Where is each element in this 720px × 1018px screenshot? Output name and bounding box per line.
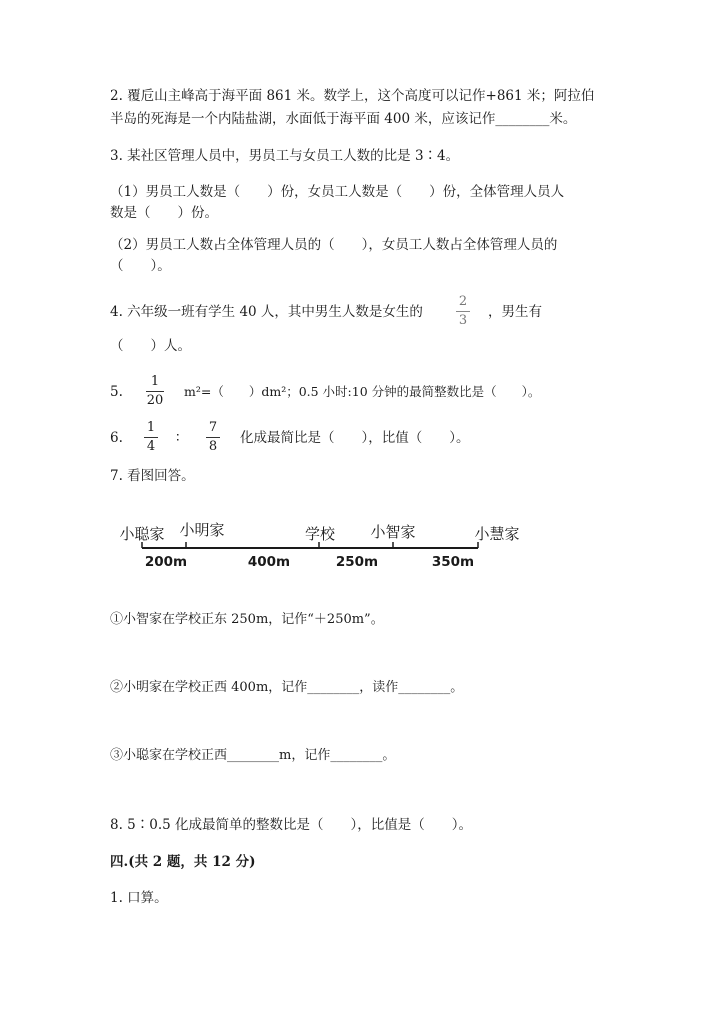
- q6-text: 化成最简比是（ ），比值（ ）。: [240, 430, 470, 446]
- place-label-xiaohui: 小慧家: [474, 525, 520, 543]
- q7-sub-3: ③小聪家在学校正西________m，记作________。: [110, 748, 396, 763]
- q6-fraction-1-numerator: 1: [146, 420, 156, 435]
- distance-label-3: 250m: [335, 554, 379, 570]
- q5-text: m²=（ ）dm²；0.5 小时:10 分钟的最简整数比是（ ）。: [184, 384, 541, 399]
- q6-colon: ∶: [176, 430, 180, 446]
- q3-part1-line-1: （1）男员工人数是（ ）份，女员工人数是（ ）份，全体管理人员人: [110, 184, 565, 200]
- place-label-school: 学校: [304, 525, 336, 543]
- q3-part2-line-1: （2）男员工人数占全体管理人员的（ ），女员工人数占全体管理人员的: [110, 237, 558, 253]
- q5-fraction-numerator: 1: [150, 374, 160, 389]
- place-label-xiaozhi: 小智家: [370, 523, 416, 541]
- q5-fraction-denominator: 20: [146, 393, 164, 408]
- q8-text: 8. 5∶0.5 化成最简单的整数比是（ ），比值是（ ）。: [110, 817, 473, 833]
- q4-text-a: 4. 六年级一班有学生 40 人，其中男生人数是女生的: [110, 304, 423, 320]
- q6-fraction-2-numerator: 7: [208, 420, 218, 435]
- q7-sub-1: ①小智家在学校正东 250m，记作“＋250m”。: [110, 612, 384, 627]
- q4-fraction-denominator: 3: [458, 313, 468, 328]
- q3-part2-line-2: （ ）。: [110, 258, 171, 274]
- distance-label-4: 350m: [431, 554, 475, 570]
- q6-fraction-2-denominator: 8: [208, 439, 218, 454]
- place-label-xiaocong: 小聪家: [119, 525, 165, 543]
- q3-title: 3. 某社区管理人员中，男员工与女员工人数的比是 3∶4。: [110, 148, 460, 164]
- distance-label-2: 400m: [247, 554, 291, 570]
- q4-fraction-numerator: 2: [458, 294, 468, 309]
- q6-fraction-1-denominator: 4: [146, 439, 156, 454]
- section-4-q1: 1. 口算。: [110, 890, 168, 906]
- q5-label: 5.: [110, 384, 123, 400]
- q3-part1-line-2: 数是（ ）份。: [110, 205, 218, 221]
- section-4-heading: 四.(共 2 题，共 12 分): [110, 854, 256, 870]
- q6-label: 6.: [110, 430, 123, 446]
- q7-title: 7. 看图回答。: [110, 468, 195, 484]
- q2-line-2: 半岛的死海是一个内陆盐湖，水面低于海平面 400 米，应该记作________米。: [110, 111, 577, 127]
- q4-text-b: ，男生有: [488, 304, 542, 320]
- q7-sub-2: ②小明家在学校正西 400m，记作________，读作________。: [110, 680, 464, 695]
- q2-line-1: 2. 覆卮山主峰高于海平面 861 米。数学上，这个高度可以记作+861 米；阿拉伯: [110, 88, 595, 104]
- q4-line-2: （ ）人。: [110, 338, 191, 354]
- place-label-xiaoming: 小明家: [179, 521, 225, 539]
- distance-label-1: 200m: [144, 554, 188, 570]
